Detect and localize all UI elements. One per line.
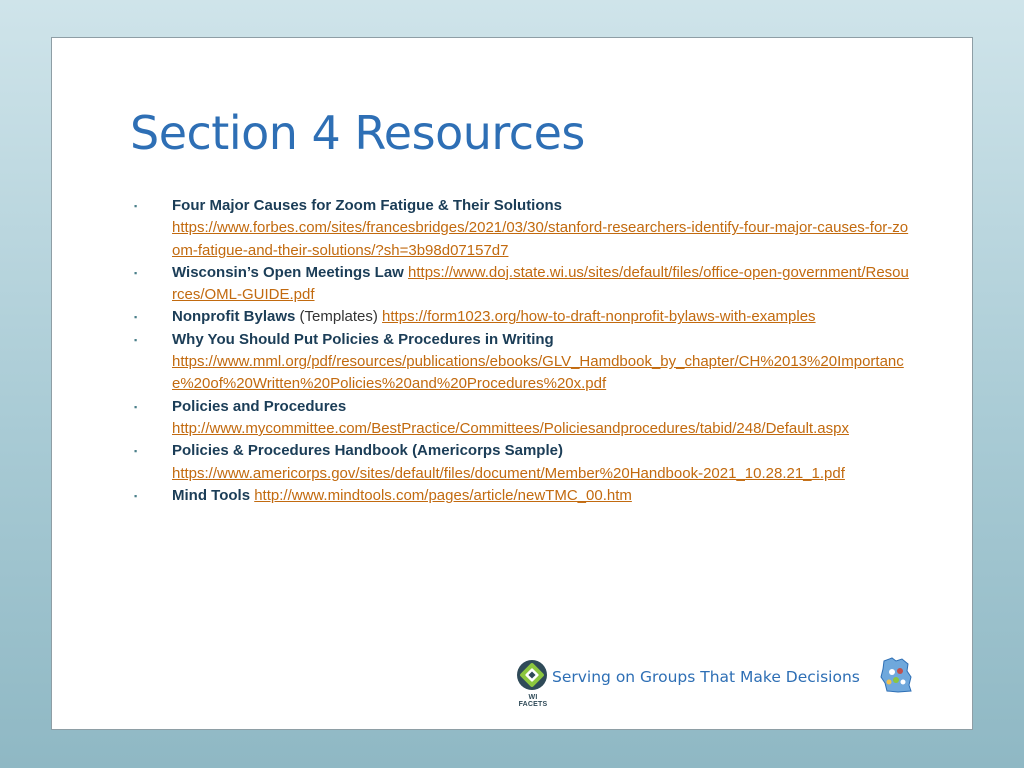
item-heading: Four Major Causes for Zoom Fatigue & Their Solutions	[172, 197, 563, 214]
logo-text: WI FACETS	[518, 694, 548, 708]
item-heading: Wisconsin’s Open Meetings Law	[172, 263, 404, 281]
slide-frame	[51, 37, 973, 730]
resource-link[interactable]: http://www.mycommittee.com/BestPractice/Committees/Policiesandprocedures/tabid/248/Default.aspx	[172, 419, 849, 437]
slide-footer	[514, 658, 914, 708]
resource-link[interactable]: https://www.forbes.com/sites/francesbridges/2021/03/30/stanford-researchers-identify-four-major-causes-for-zoom-fatigue-and-their-solutions/?sh=3b98d07157d7	[172, 219, 909, 259]
resource-link[interactable]: https://www.americorps.gov/sites/default/files/document/Member%20Handbook-2021_10.28.21_1.pdf	[172, 464, 845, 482]
list-item	[130, 396, 910, 441]
resource-link[interactable]: https://www.mml.org/pdf/resources/publications/ebooks/GLV_Hamdbook_by_chapter/CH%2013%20Importance%20of%20Written%20Policies%20and%20Procedures%20x.pdf	[172, 353, 904, 393]
footer-tagline: Serving on Groups That Make Decisions	[552, 668, 860, 686]
resource-list	[130, 195, 910, 507]
bullet-icon: ▪	[134, 267, 138, 278]
slide-title: Section 4 Resources	[130, 106, 585, 160]
bullet-icon: ▪	[134, 401, 138, 412]
item-heading: Nonprofit Bylaws	[172, 308, 296, 326]
item-heading: Mind Tools	[172, 486, 251, 504]
bullet-icon: ▪	[134, 334, 138, 345]
wifacets-logo-icon	[514, 658, 550, 696]
resource-link[interactable]: http://www.mindtools.com/pages/article/newTMC_00.htm	[254, 486, 632, 504]
bullet-icon: ▪	[134, 490, 138, 501]
bullet-icon: ▪	[134, 446, 138, 457]
resource-link[interactable]: https://form1023.org/how-to-draft-nonprofit-bylaws-with-examples	[382, 308, 816, 326]
list-item	[130, 329, 910, 396]
list-item	[130, 195, 910, 262]
list-item	[130, 440, 910, 485]
list-item	[130, 262, 910, 307]
list-item	[130, 306, 910, 328]
item-heading: Policies and Procedures	[172, 397, 347, 415]
item-note: (Templates)	[299, 308, 378, 326]
bullet-icon: ▪	[134, 201, 138, 211]
item-heading: Policies & Procedures Handbook (Americorps Sample)	[172, 442, 563, 460]
item-heading: Why You Should Put Policies & Procedures in Writing	[172, 330, 554, 348]
resource-link[interactable]: https://www.doj.state.wi.us/sites/default/files/office-open-government/Resources/OML-GUIDE.pdf	[172, 263, 909, 304]
bullet-icon: ▪	[134, 312, 138, 323]
wisconsin-map-icon	[878, 655, 914, 695]
list-item	[130, 485, 910, 507]
